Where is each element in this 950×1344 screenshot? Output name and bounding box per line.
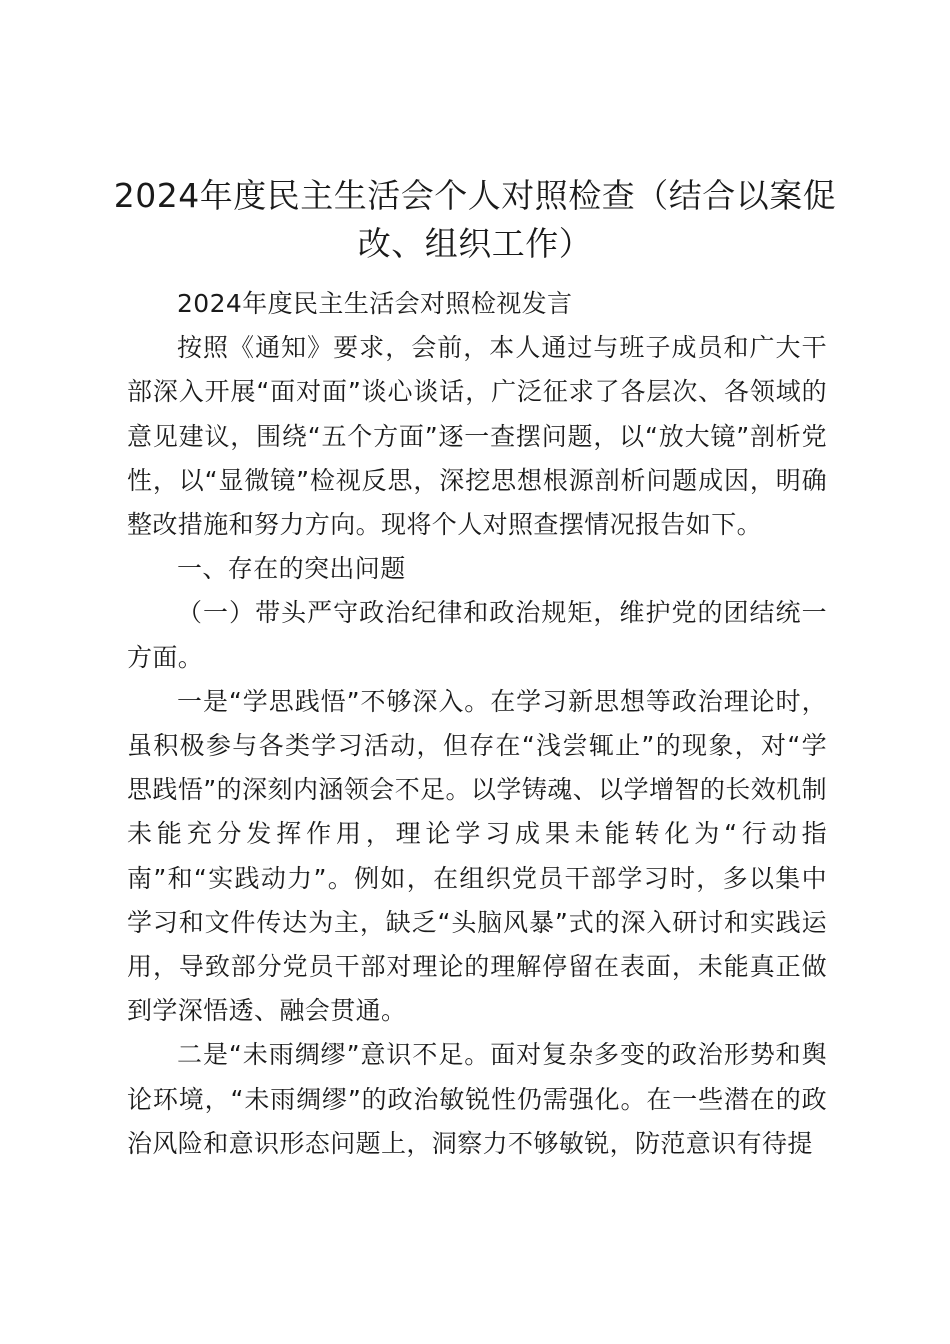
section-heading: 一、存在的突出问题: [177, 554, 406, 584]
point-one-paragraph: 一是“学思践悟”不够深入。在学习新思想等政治理论时，虽积极参与各类学习活动，但存在“浅尝辄止”的现象，对“学思践悟”的深刻内涵领会不足。以学铸魂、以学增智的长效机制未能充分发挥作用，理论学习成果未能转化为“行动指南”和“实践动力”。例如，在组织党员干部学习时，多以集中学习和文件传达为主，缺乏“头脑风暴”式的深入研讨和实践运用，导致部分党员干部对理论的理解停留在表面，未能真正做到学深悟透、融会贯通。: [127, 686, 827, 1026]
subtitle-paragraph: 2024年度民主生活会对照检视发言: [177, 289, 573, 318]
subsection-heading: （一）带头严守政治纪律和政治规矩，维护党的团结统一方面。: [127, 598, 827, 672]
point-two-paragraph: 二是“未雨绸缪”意识不足。面对复杂多变的政治形势和舆论环境，“未雨绸缪”的政治敏锐性仍需强化。在一些潜在的政治风险和意识形态问题上，洞察力不够敏锐，防范意识有待提: [127, 1040, 827, 1158]
document-title: 2024年度民主生活会个人对照检查（结合以案促改、组织工作）: [113, 176, 837, 263]
document-body: [127, 282, 827, 1166]
intro-paragraph: 按照《通知》要求，会前，本人通过与班子成员和广大干部深入开展“面对面”谈心谈话，广泛征求了各层次、各领域的意见建议，围绕“五个方面”逐一查摆问题，以“放大镜”剖析党性，以“显微镜”检视反思，深挖思想根源剖析问题成因，明确整改措施和努力方向。现将个人对照查摆情况报告如下。: [127, 333, 827, 540]
